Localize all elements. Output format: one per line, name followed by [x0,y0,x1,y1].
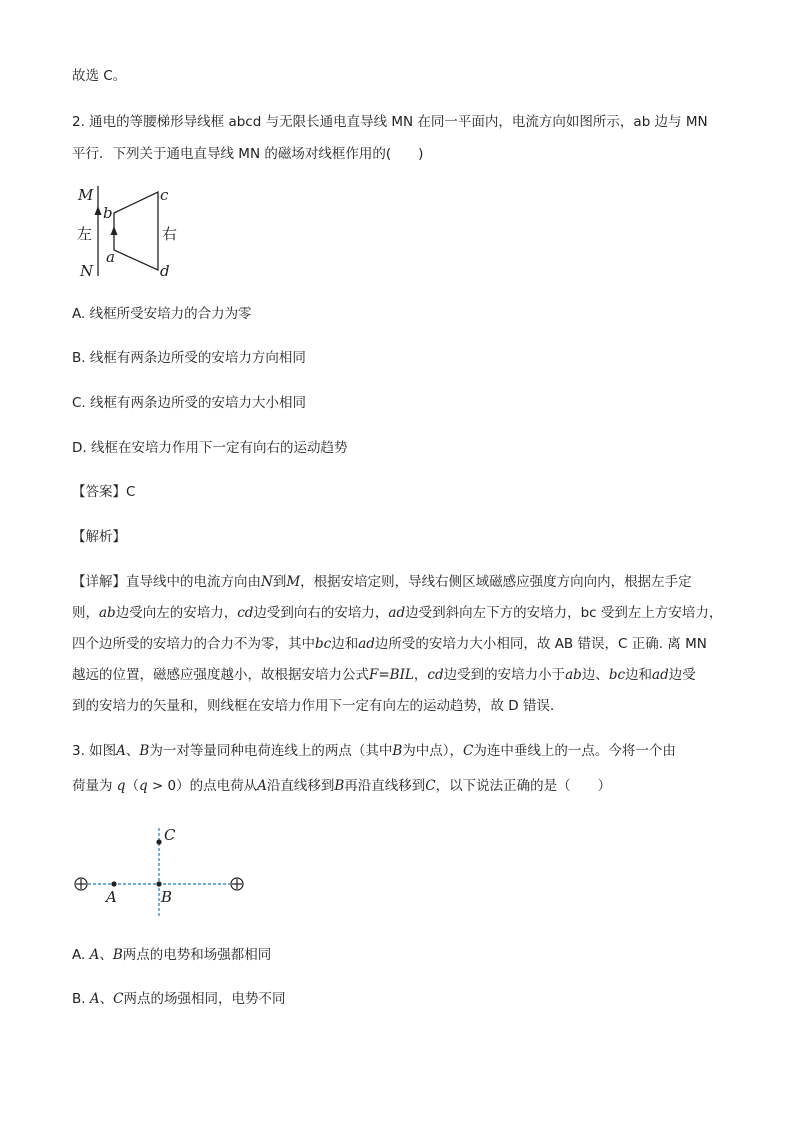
q2-answer-line [72,482,135,502]
q2-detail-line1 [72,572,692,592]
label-m: M [78,186,94,204]
q3-var: B [334,778,345,794]
q3-stem-line1 [72,741,676,761]
q3-option-text: B. [72,991,90,1007]
q3-stem-line2 [72,776,611,796]
q3-text: ，以下说法正确的是（ ） [435,778,612,794]
detail-var: bc [608,667,626,683]
detail-text: 到 [272,574,287,590]
detail-text: 边所受的安培力大小相同，故 AB 错误，C 正确. 离 MN [374,636,707,652]
q3-option-b [72,989,285,1009]
wire-arrow-icon [95,206,102,215]
detail-text: 边受到的安培力小于 [443,667,566,683]
q2-stem-line1: 2. 通电的等腰梯形导线框 abcd 与无限长通电直导线 MN 在同一平面内，电流方向如图所示，ab 边与 MN [72,114,708,130]
answer-value: C [126,484,136,500]
label-a: a [106,248,115,266]
q2-stem-line2: 平行．下列关于通电直导线 MN 的磁场对线框作用的( ) [72,146,424,162]
detail-var: M [286,574,301,590]
q3-var: A [257,778,267,794]
point-b [156,881,161,886]
point-c [156,839,161,844]
detail-text: 边受 [668,667,696,683]
q3-option-text: 、 [99,947,113,963]
q3-option-text: 两点的场强相同，电势不同 [123,991,286,1007]
frame-arrow-icon [111,226,118,235]
detail-formula: F=BIL [369,667,414,683]
q3-option-text: 、 [99,991,114,1007]
q2-detail-line2 [72,603,722,623]
q3-text: 荷量为 [72,778,113,794]
q3-var: q [116,778,126,794]
detail-text: 边和 [625,667,653,683]
q3-text: 再沿直线移到 [344,778,426,794]
q2-option-d: D. 线框在安培力作用下一定有向右的运动趋势 [72,440,348,456]
q3-option-text: 两点的电势和场强都相同 [122,947,272,963]
q2-option-a: A. 线框所受安培力的合力为零 [72,306,252,322]
detail-var: ad [652,667,669,683]
detail-var: ad [388,605,406,621]
q3-text: 、 [125,743,140,759]
label-point-b: B [161,888,173,906]
q3-text: 为中点）， [402,743,464,759]
q3-var: C [463,743,474,759]
detail-text: ，根据安培定则，导线右侧区域磁感应强度方向向内，根据左手定 [300,574,692,590]
detail-text: 直导线中的电流方向由 [126,574,261,590]
q3-text: 为一对等量同种电荷连线上的两点（其中 [149,743,393,759]
q3-text: （ [125,778,139,794]
label-point-c: C [164,826,176,844]
detail-text: 边受到斜向左下方的安培力，bc 受到左上方安培力， [405,605,723,621]
point-a [111,881,116,886]
detail-label: 【详解】 [72,574,126,590]
q3-figure-charges [68,822,258,920]
q3-var: C [113,991,124,1007]
label-b: b [103,204,113,222]
detail-var: N [261,574,273,590]
q3-var: B [112,947,123,963]
detail-var: ad [358,636,375,652]
trapezoid-frame [114,192,158,270]
answer-label: 【答案】 [72,484,126,500]
detail-text: ， [413,667,428,683]
q3-var: B [392,743,403,759]
detail-text: 越远的位置，磁感应强度越小，故根据安培力公式 [72,667,369,683]
q3-var: A [89,947,100,963]
previous-answer-line: 故选 C。 [72,68,127,84]
q2-figure-wire-frame [72,180,202,282]
q2-option-b: B. 线框有两条边所受的安培力方向相同 [72,350,306,366]
label-left: 左 [77,225,93,243]
label-n: N [80,262,94,280]
label-d: d [160,262,170,280]
q3-option-text: A. [72,947,90,963]
q3-var: q [138,778,148,794]
detail-var: cd [427,667,444,683]
label-right: 右 [162,225,178,243]
q3-option-a [72,945,271,965]
label-point-a: A [106,888,117,906]
detail-var: cd [237,605,254,621]
q3-var: A [116,743,126,759]
q3-text: ）的点电荷从 [176,778,258,794]
q2-detail-line3 [72,634,707,654]
detail-var: ab [565,667,582,683]
q2-option-c: C. 线框有两条边所受的安培力大小相同 [72,395,307,411]
label-c: c [160,186,169,204]
detail-text: 边、 [581,667,609,683]
q3-text: 沿直线移到 [266,778,335,794]
detail-text: 四个边所受的安培力的合力不为零，其中 [72,636,315,652]
detail-text: 边受向左的安培力， [115,605,238,621]
q3-text: > 0 [147,778,177,794]
q3-text: 3. 如图 [72,743,117,759]
q3-text: 为连中垂线上的一点。今将一个由 [473,743,676,759]
detail-text: 边受到向右的安培力， [253,605,389,621]
q3-var: B [139,743,150,759]
q3-var: C [425,778,436,794]
detail-text: 边和 [331,636,359,652]
detail-text: 则， [72,605,99,621]
q2-detail-line4 [72,665,696,685]
q3-var: A [89,991,100,1007]
q2-detail-line5: 到的安培力的矢量和，则线框在安培力作用下一定有向左的运动趋势，故 D 错误． [72,698,564,714]
q2-analysis-label: 【解析】 [72,529,126,545]
detail-var: ab [99,605,116,621]
detail-var: bc [315,636,332,652]
